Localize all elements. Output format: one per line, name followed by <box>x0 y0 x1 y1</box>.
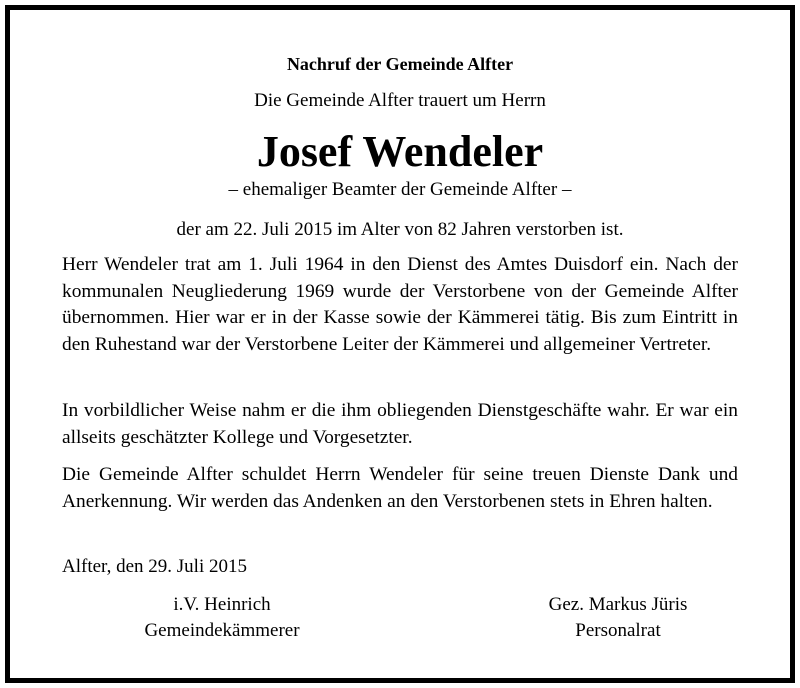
paragraph-career: Herr Wendeler trat am 1. Juli 1964 in den Dienst des Amtes Duisdorf ein. Nach der kommunalen Neugliederung 1969 wurde der Verstorbene von der Gemeinde Alfter übernommen. Hier war er in der Kasse sowie der Kämmerei tätig. Bis zum Eintritt in den Ruhestand war der Verstorbene Leiter der Kämmerei und allgemeiner Vertreter. <box>62 254 738 355</box>
obituary-notice-frame <box>5 5 795 683</box>
death-line: der am 22. Juli 2015 im Alter von 82 Jahren verstorben ist. <box>176 219 624 240</box>
notice-intro: Die Gemeinde Alfter trauert um Herrn <box>254 90 546 111</box>
deceased-name: Josef Wendeler <box>256 127 544 176</box>
signature-title: Gemeindekämmerer <box>144 620 300 641</box>
paragraph-gratitude: Die Gemeinde Alfter schuldet Herrn Wendeler für seine treuen Dienste Dank und Anerkennung. Wir werden das Andenken an den Verstorbenen stets in Ehren halten. <box>62 464 738 512</box>
deceased-role: – ehemaliger Beamter der Gemeinde Alfter – <box>228 179 572 200</box>
paragraph-character: In vorbildlicher Weise nahm er die ihm obliegenden Dienstgeschäfte wahr. Er war ein allseits geschätzter Kollege und Vorgesetzter. <box>62 400 738 448</box>
signature-block-left <box>102 592 342 644</box>
obituary-content <box>62 10 738 678</box>
signature-name: Gez. Markus Jüris <box>548 594 688 615</box>
place-and-date: Alfter, den 29. Juli 2015 <box>62 556 247 577</box>
signature-title: Personalrat <box>575 620 661 641</box>
notice-heading: Nachruf der Gemeinde Alfter <box>286 54 514 74</box>
signature-block-right <box>508 592 728 644</box>
signature-name: i.V. Heinrich <box>173 594 271 615</box>
